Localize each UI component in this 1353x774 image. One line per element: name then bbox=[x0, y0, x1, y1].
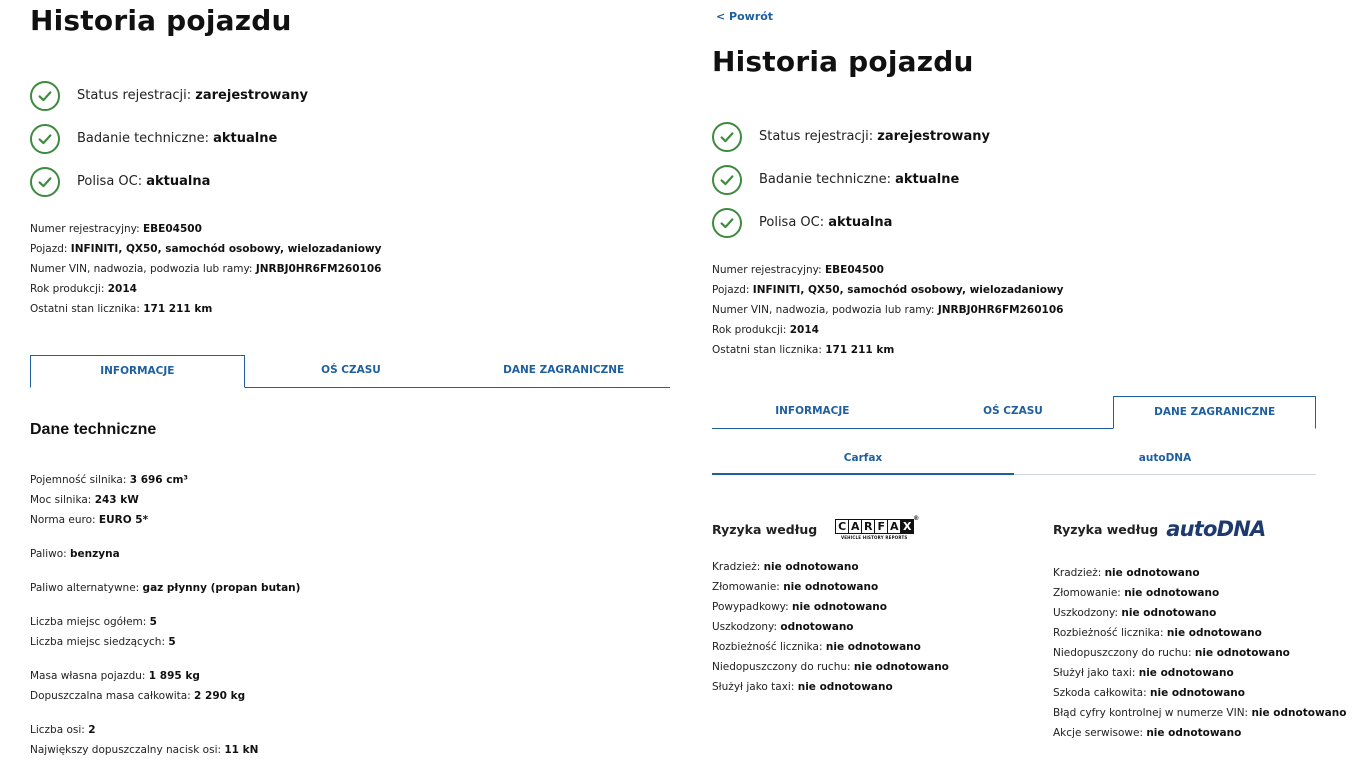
risk-row: Błąd cyfry kontrolnej w numerze VIN: nie odnotowano bbox=[1053, 707, 1347, 719]
left-panel bbox=[30, 0, 680, 774]
risk-row: Złomowanie: nie odnotowano bbox=[712, 581, 879, 593]
technical-data bbox=[30, 470, 300, 760]
tab-dane-zagraniczne[interactable]: DANE ZAGRANICZNE bbox=[1113, 396, 1316, 429]
vehicle-facts bbox=[712, 260, 1063, 360]
risk-row: Niedopuszczony do ruchu: nie odnotowano bbox=[1053, 647, 1290, 659]
tech-row: Paliwo alternatywne: gaz płynny (propan butan) bbox=[30, 582, 301, 594]
autodna-risk-list bbox=[1053, 563, 1353, 743]
status-inspection bbox=[30, 117, 308, 160]
risk-row: Rozbieżność licznika: nie odnotowano bbox=[712, 641, 921, 653]
tech-row: Pojemność silnika: 3 696 cm³ bbox=[30, 474, 189, 486]
check-circle-icon bbox=[30, 124, 60, 154]
fact-row: Rok produkcji: 2014 bbox=[712, 324, 819, 336]
risk-row: Uszkodzony: nie odnotowano bbox=[1053, 607, 1217, 619]
carfax-risk-list bbox=[712, 557, 1012, 697]
status-label: Status rejestracji: bbox=[759, 129, 878, 144]
fact-row: Rok produkcji: 2014 bbox=[30, 283, 137, 295]
status-list bbox=[712, 115, 990, 244]
fact-row: Numer rejestracyjny: EBE04500 bbox=[712, 264, 884, 276]
status-value: aktualna bbox=[146, 174, 211, 189]
check-circle-icon bbox=[30, 167, 60, 197]
tech-row: Największy dopuszczalny nacisk osi: 11 kN bbox=[30, 744, 259, 756]
status-label: Polisa OC: bbox=[759, 215, 829, 230]
autodna-logo: autoDNA bbox=[1166, 517, 1266, 541]
risk-row: Powypadkowy: nie odnotowano bbox=[712, 601, 887, 613]
page-title: Historia pojazdu bbox=[712, 45, 974, 78]
status-value: aktualne bbox=[895, 172, 960, 187]
carfax-risks bbox=[712, 515, 1012, 697]
tab-os-czasu[interactable]: OŚ CZASU bbox=[983, 405, 1043, 417]
check-circle-icon bbox=[712, 122, 742, 152]
check-circle-icon bbox=[712, 208, 742, 238]
status-value: aktualna bbox=[828, 215, 893, 230]
tab-informacje[interactable]: INFORMACJE bbox=[775, 405, 850, 417]
risk-row: Uszkodzony: odnotowano bbox=[712, 621, 854, 633]
fact-row: Numer rejestracyjny: EBE04500 bbox=[30, 223, 202, 235]
carfax-risk-heading: Ryzyka według C A R F A X VEHICLE HISTORY REPORTS ® bbox=[712, 514, 920, 540]
status-registration bbox=[30, 74, 308, 117]
tech-row: Liczba osi: 2 bbox=[30, 724, 96, 736]
tab-dane-zagraniczne[interactable]: DANE ZAGRANICZNE bbox=[503, 364, 625, 376]
status-value: zarejestrowany bbox=[195, 88, 308, 103]
tab-os-czasu[interactable]: OŚ CZASU bbox=[321, 364, 381, 376]
status-insurance bbox=[30, 160, 308, 203]
page-title: Historia pojazdu bbox=[30, 4, 292, 37]
fact-row: Ostatni stan licznika: 171 211 km bbox=[712, 344, 895, 356]
right-panel bbox=[712, 0, 1347, 774]
fact-row: Pojazd: INFINITI, QX50, samochód osobowy, wielozadaniowy bbox=[712, 284, 1064, 296]
status-list bbox=[30, 74, 308, 203]
autodna-risks bbox=[1053, 515, 1353, 743]
status-label: Polisa OC: bbox=[77, 174, 147, 189]
tech-row: Moc silnika: 243 kW bbox=[30, 494, 139, 506]
status-label: Badanie techniczne: bbox=[77, 131, 214, 146]
status-label: Badanie techniczne: bbox=[759, 172, 896, 187]
check-circle-icon bbox=[712, 165, 742, 195]
subtab-carfax[interactable]: Carfax bbox=[712, 448, 1014, 475]
tech-row: Paliwo: benzyna bbox=[30, 548, 120, 560]
tech-row: Masa własna pojazdu: 1 895 kg bbox=[30, 670, 200, 682]
carfax-logo: C A R F A X VEHICLE HISTORY REPORTS ® bbox=[835, 519, 913, 540]
back-link[interactable]: < Powrót bbox=[716, 10, 774, 23]
subtab-bar bbox=[712, 448, 1316, 475]
risk-row: Służył jako taxi: nie odnotowano bbox=[712, 681, 893, 693]
section-title: Dane techniczne bbox=[30, 421, 157, 438]
risk-row: Szkoda całkowita: nie odnotowano bbox=[1053, 687, 1245, 699]
tech-row: Norma euro: EURO 5* bbox=[30, 514, 149, 526]
check-circle-icon bbox=[30, 81, 60, 111]
tech-row: Liczba miejsc ogółem: 5 bbox=[30, 616, 157, 628]
status-registration bbox=[712, 115, 990, 158]
autodna-risk-heading: Ryzyka według autoDNA bbox=[1053, 517, 1266, 541]
status-value: zarejestrowany bbox=[877, 129, 990, 144]
risk-row: Kradzież: nie odnotowano bbox=[1053, 567, 1200, 579]
risk-row: Akcje serwisowe: nie odnotowano bbox=[1053, 727, 1242, 739]
vehicle-facts bbox=[30, 219, 381, 319]
risk-row: Kradzież: nie odnotowano bbox=[712, 561, 859, 573]
risk-row: Rozbieżność licznika: nie odnotowano bbox=[1053, 627, 1262, 639]
fact-row: Numer VIN, nadwozia, podwozia lub ramy: JNRBJ0HR6FM260106 bbox=[712, 304, 1064, 316]
tab-informacje[interactable]: INFORMACJE bbox=[30, 355, 245, 388]
fact-row: Pojazd: INFINITI, QX50, samochód osobowy, wielozadaniowy bbox=[30, 243, 382, 255]
tab-bar bbox=[30, 356, 670, 388]
fact-row: Ostatni stan licznika: 171 211 km bbox=[30, 303, 213, 315]
tech-row: Liczba miejsc siedzących: 5 bbox=[30, 636, 176, 648]
risk-row: Złomowanie: nie odnotowano bbox=[1053, 587, 1220, 599]
risk-row: Służył jako taxi: nie odnotowano bbox=[1053, 667, 1234, 679]
tech-row: Dopuszczalna masa całkowita: 2 290 kg bbox=[30, 690, 246, 702]
fact-row: Numer VIN, nadwozia, podwozia lub ramy: JNRBJ0HR6FM260106 bbox=[30, 263, 382, 275]
risk-row: Niedopuszczony do ruchu: nie odnotowano bbox=[712, 661, 949, 673]
tab-bar bbox=[712, 397, 1316, 429]
subtab-autodna[interactable]: autoDNA bbox=[1014, 448, 1316, 475]
status-inspection bbox=[712, 158, 990, 201]
status-insurance bbox=[712, 201, 990, 244]
status-value: aktualne bbox=[213, 131, 278, 146]
status-label: Status rejestracji: bbox=[77, 88, 196, 103]
